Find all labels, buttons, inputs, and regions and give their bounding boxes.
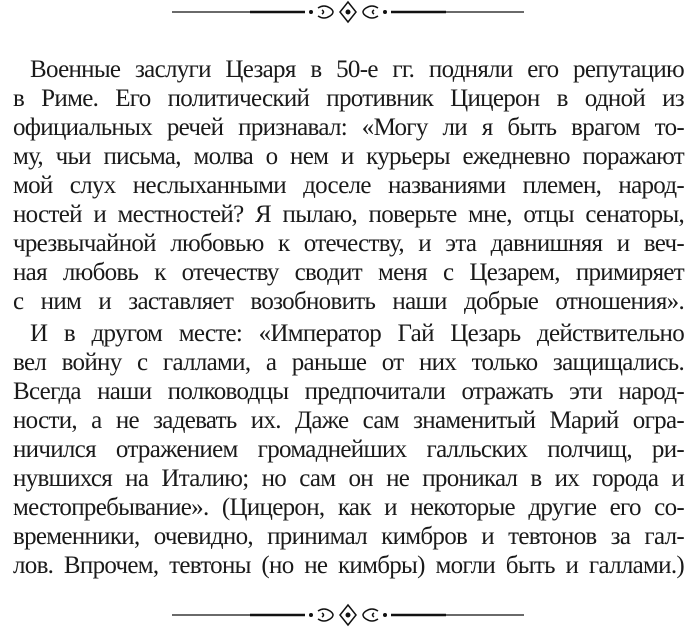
paragraph-2	[13, 319, 684, 580]
text-line: И в другом месте: «Император Гай Цезарь действительно	[30, 320, 684, 347]
text-line: чрезвычайной любовью к отечеству, и эта давнишняя и веч-	[13, 230, 684, 257]
text-line: официальных речей признавал: «Могу ли я быть врагом то-	[13, 114, 684, 141]
text-line: в Риме. Его политический противник Цицерон в одной из	[13, 85, 684, 112]
text-line: вел войну с галлами, а раньше от них только защищались.	[13, 349, 684, 376]
text-line: Военные заслуги Цезаря в 50-е гг. подняли его репутацию	[30, 56, 684, 83]
text-line: лов. Впрочем, тевтоны (но не кимбры) могли быть и галлами.)	[13, 552, 684, 579]
text-line: ничился отражением громаднейших галльских полчищ, ри-	[13, 436, 684, 463]
body-text	[13, 55, 684, 580]
text-line: мой слух неслыханными доселе названиями племен, народ-	[13, 172, 684, 199]
text-line: с ним и заставляет возобновить наши добрые отношения».	[13, 288, 684, 315]
text-line: нувшихся на Италию; но сам он не проникал в их города и	[13, 465, 684, 492]
text-line: му, чьи письма, молва о нем и курьеры ежедневно поражают	[13, 143, 684, 170]
text-line: местопребывание». (Цицерон, как и некоторые другие его со-	[13, 494, 684, 521]
text-line: временники, очевидно, принимал кимбров и тевтонов за гал-	[13, 523, 684, 550]
text-line: Всегда наши полководцы предпочитали отражать эти народ-	[13, 378, 684, 405]
paragraph-1	[13, 55, 684, 316]
bottom-ornament-divider-icon	[0, 603, 696, 627]
text-line: ности, а не задевать их. Даже сам знаменитый Марий огра-	[13, 407, 684, 434]
text-line: ная любовь к отечеству сводит меня с Цезарем, примиряет	[13, 259, 684, 286]
text-line: ностей и местностей? Я пылаю, поверьте мне, отцы сенаторы,	[13, 201, 684, 228]
top-ornament-divider-icon	[0, 0, 696, 24]
